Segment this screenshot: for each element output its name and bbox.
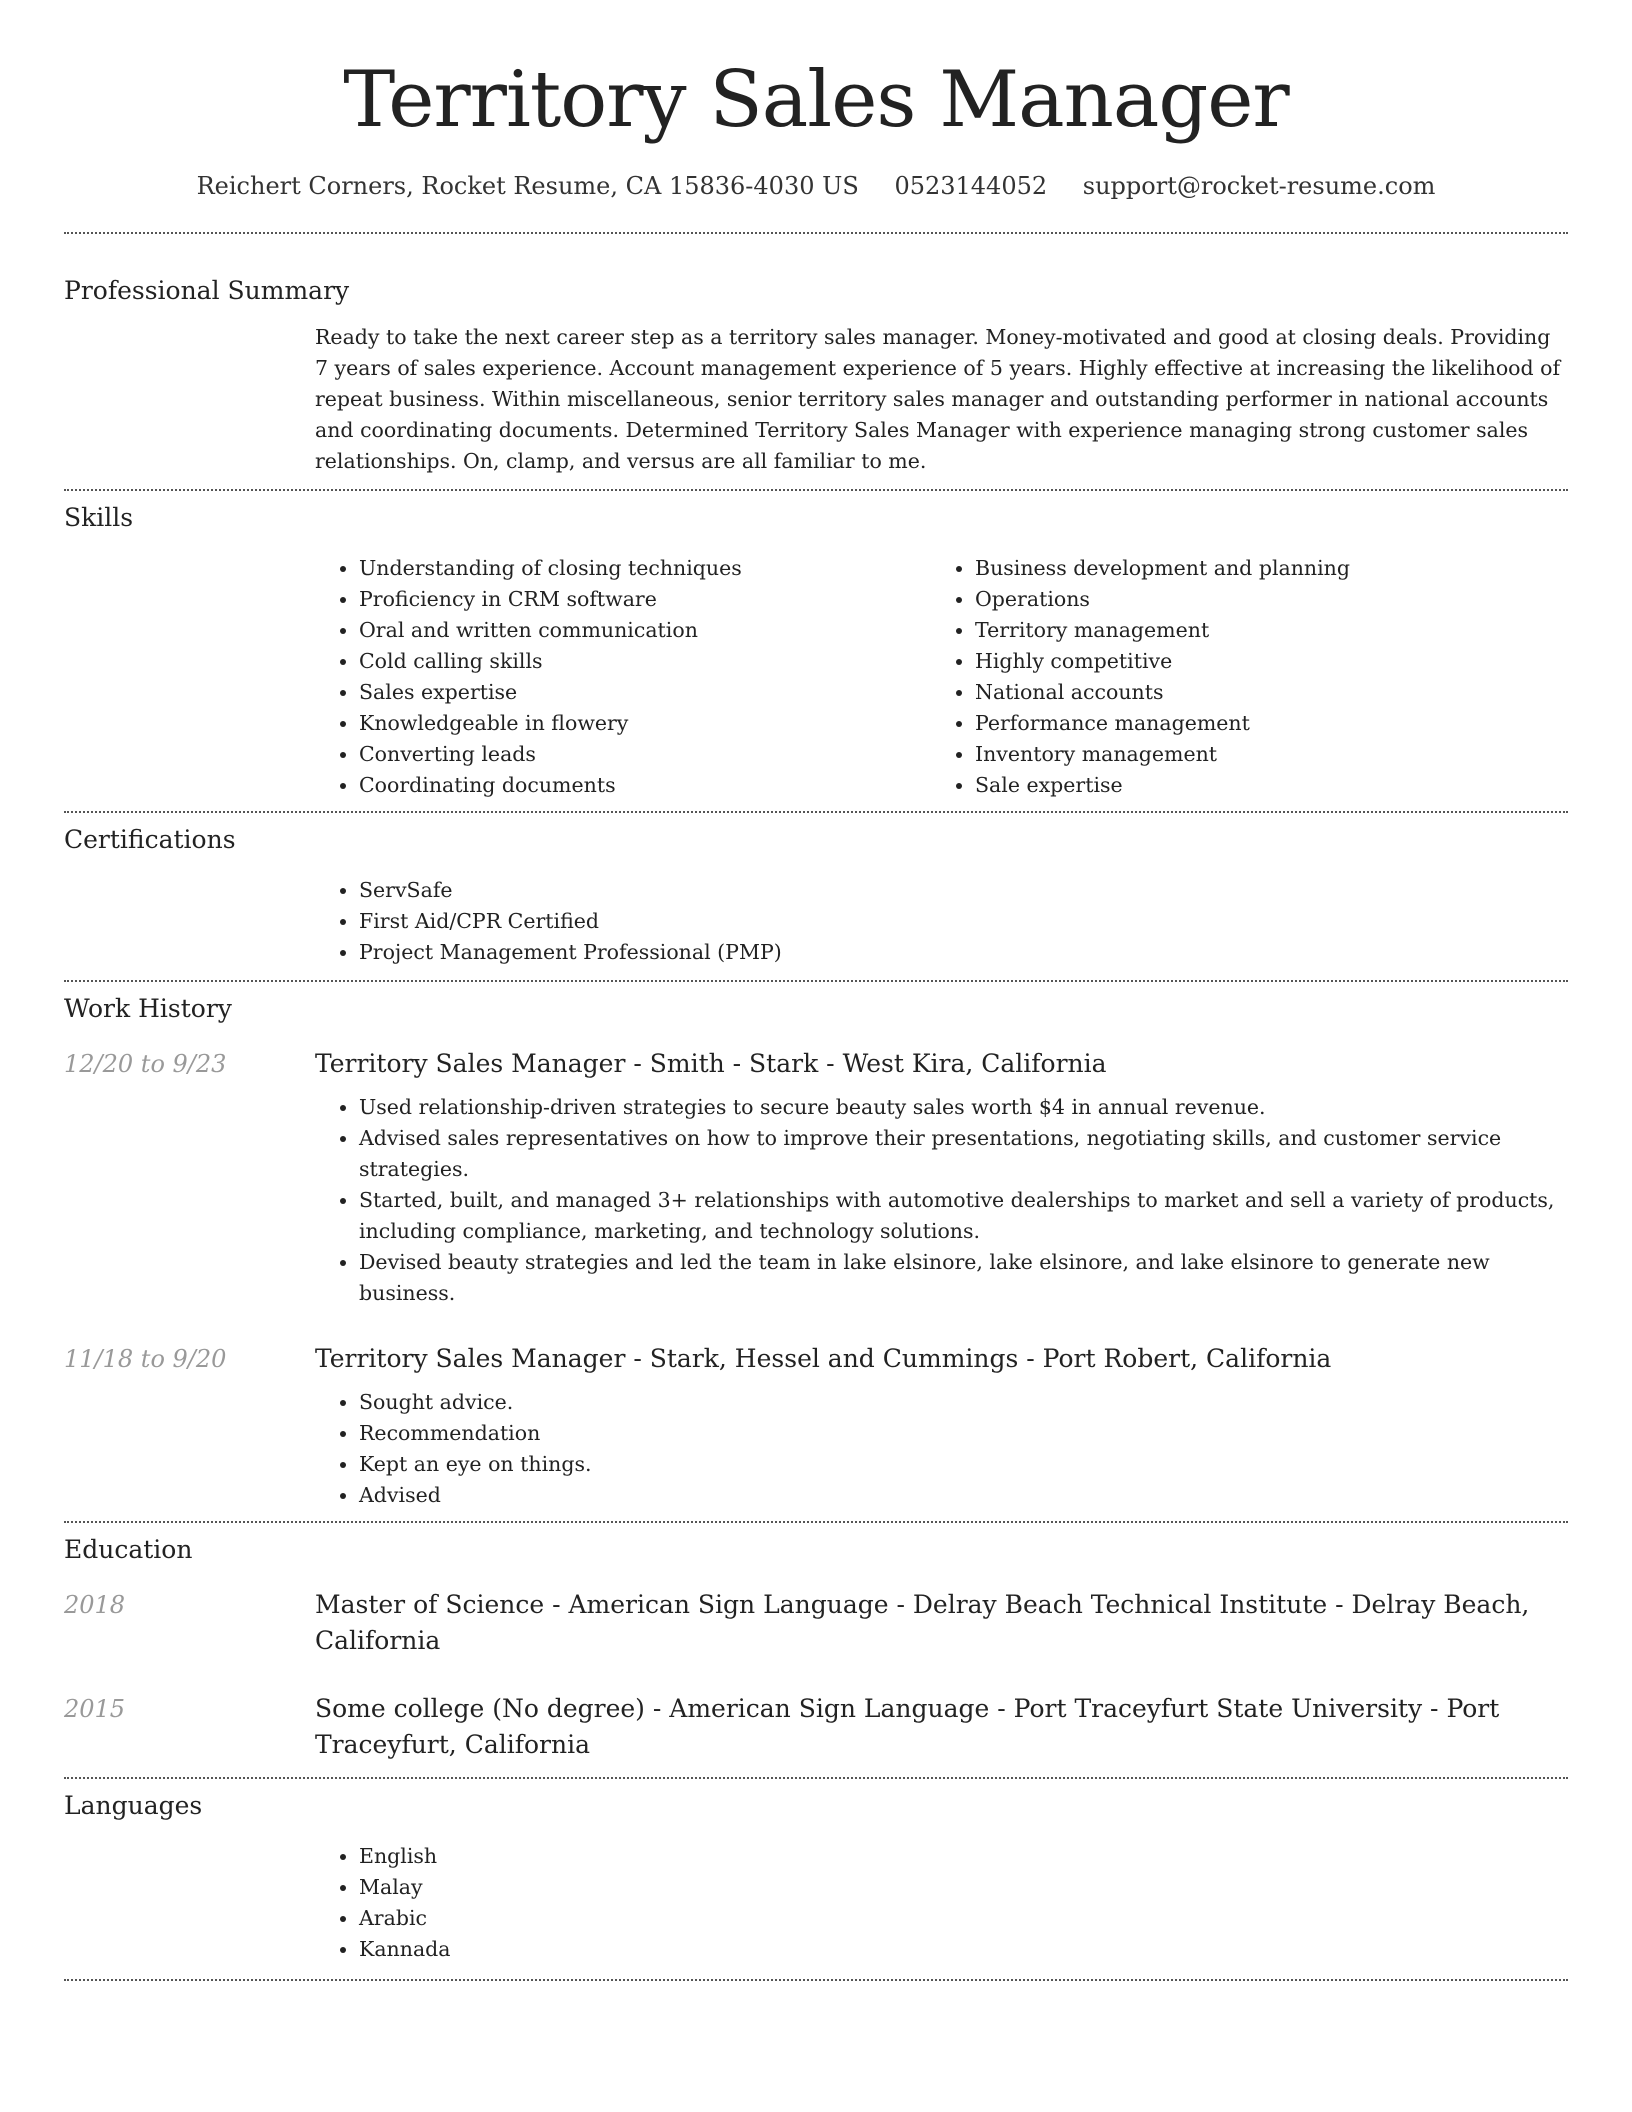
job-body <box>315 1046 1568 1309</box>
work-history-section <box>64 982 1568 1521</box>
summary-section <box>64 234 1568 489</box>
job-bullets <box>315 1092 1568 1309</box>
section-title-work-history: Work History <box>64 994 232 1023</box>
list-item: • ServSafe <box>359 875 1568 906</box>
list-item: • Arabic <box>359 1903 1568 1934</box>
contact-phone: 0523144052 <box>894 172 1048 200</box>
education-year: 2015 <box>64 1695 126 1723</box>
certifications-list-wrap <box>315 875 1568 980</box>
contact-line <box>64 170 1568 202</box>
certifications-section <box>64 813 1568 980</box>
job-entry <box>64 1046 1568 1309</box>
section-title-certifications: Certifications <box>64 825 236 854</box>
list-item: • Business development and planning <box>975 553 1547 584</box>
skills-columns <box>315 553 1568 811</box>
list-item: • Proficiency in CRM software <box>359 584 931 615</box>
list-item: • Inventory management <box>975 739 1547 770</box>
job-heading: Territory Sales Manager - Smith - Stark - West Kira, California <box>315 1049 1107 1078</box>
list-item: • Project Management Professional (PMP) <box>359 937 1568 968</box>
list-item: • Oral and written communication <box>359 615 931 646</box>
job-entry <box>64 1341 1568 1521</box>
education-heading: Master of Science - American Sign Language - Delray Beach Technical Institute - Delray Beach, California <box>315 1590 1530 1655</box>
list-item: • Advised <box>359 1480 1568 1511</box>
list-item: • Understanding of closing techniques <box>359 553 931 584</box>
list-item: • Recommendation <box>359 1418 1568 1449</box>
list-item: • Advised sales representatives on how to improve their presentations, negotiating skills, and customer service strategies. <box>359 1123 1568 1185</box>
divider <box>64 1979 1568 1981</box>
section-title-summary: Professional Summary <box>64 276 350 305</box>
list-item: • Started, built, and managed 3+ relationships with automotive dealerships to market and sell a variety of products, including compliance, marketing, and technology solutions. <box>359 1185 1568 1247</box>
list-item: • Malay <box>359 1872 1568 1903</box>
skills-list-right <box>931 553 1547 801</box>
skills-section <box>64 491 1568 811</box>
job-bullets-wrap <box>315 1387 1568 1511</box>
list-item: • Territory management <box>975 615 1547 646</box>
list-item: • Converting leads <box>359 739 931 770</box>
list-item: • Cold calling skills <box>359 646 931 677</box>
contact-email: support@rocket-resume.com <box>1082 172 1436 200</box>
list-item: • Kannada <box>359 1934 1568 1965</box>
list-item: • Performance management <box>975 708 1547 739</box>
resume-name: Territory Sales Manager <box>343 55 1289 145</box>
list-item: • Operations <box>975 584 1547 615</box>
job-dates: 12/20 to 9/23 <box>64 1050 227 1078</box>
education-year: 2018 <box>64 1591 126 1619</box>
list-item: • Knowledgeable in flowery <box>359 708 931 739</box>
languages-list-wrap <box>315 1841 1568 1979</box>
skills-list-left <box>315 553 931 801</box>
list-item: • Kept an eye on things. <box>359 1449 1568 1480</box>
section-title-languages: Languages <box>64 1791 203 1820</box>
list-item: • Used relationship-driven strategies to secure beauty sales worth $4 in annual revenue. <box>359 1092 1568 1123</box>
education-entry <box>64 1691 1568 1777</box>
section-title-skills: Skills <box>64 503 134 532</box>
list-item: • Devised beauty strategies and led the team in lake elsinore, lake elsinore, and lake elsinore to generate new business. <box>359 1247 1568 1309</box>
section-title-education: Education <box>64 1535 193 1564</box>
job-body <box>315 1341 1568 1511</box>
education-section <box>64 1523 1568 1777</box>
summary-text: Ready to take the next career step as a territory sales manager. Money-motivated and good at closing deals. Providing 7 years of sales experience. Account management experience of 5 years. Highly effective at increasing the likelihood of repeat business. Within miscellaneous, senior territory sales manager and outstanding performer in national accounts and coordinating documents. Determined Territory Sales Manager with experience managing strong customer sales relationships. On, clamp, and versus are all familiar to me. <box>315 325 1561 473</box>
resume-page <box>64 0 1568 1981</box>
languages-section <box>64 1779 1568 1979</box>
education-heading: Some college (No degree) - American Sign Language - Port Traceyfurt State University - Port Traceyfurt, California <box>315 1694 1500 1759</box>
list-item: • Coordinating documents <box>359 770 931 801</box>
list-item: • Sale expertise <box>975 770 1547 801</box>
list-item: • First Aid/CPR Certified <box>359 906 1568 937</box>
list-item: • Sought advice. <box>359 1387 1568 1418</box>
languages-list <box>315 1841 1568 1965</box>
job-dates: 11/18 to 9/20 <box>64 1345 227 1373</box>
list-item: • Highly competitive <box>975 646 1547 677</box>
job-bullets-wrap <box>315 1092 1568 1309</box>
job-bullets <box>315 1387 1568 1511</box>
job-heading: Territory Sales Manager - Stark, Hessel and Cummings - Port Robert, California <box>315 1344 1332 1373</box>
certifications-list <box>315 875 1568 968</box>
education-entry <box>64 1587 1568 1659</box>
contact-address: Reichert Corners, Rocket Resume, CA 15836-4030 US <box>196 172 859 200</box>
list-item: • Sales expertise <box>359 677 931 708</box>
list-item: • English <box>359 1841 1568 1872</box>
list-item: • National accounts <box>975 677 1547 708</box>
